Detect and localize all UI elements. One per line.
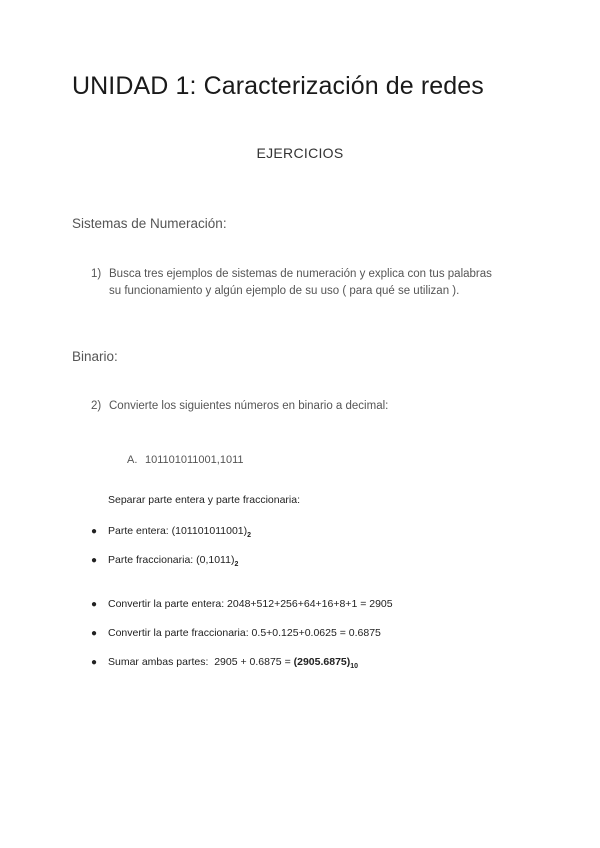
bullet-item <box>91 554 238 568</box>
subitem-value: 101101011001,1011 <box>145 454 244 466</box>
exercise-2-text: Convierte los siguientes números en binario a decimal: <box>109 400 389 412</box>
exercise-2-number: 2) <box>91 400 102 412</box>
bullet-subscript: 10 <box>350 663 359 670</box>
bullet-glyph: ● <box>91 657 98 668</box>
exercise-1-line2: su funcionamiento y algún ejemplo de su uso ( para qué se utilizan ). <box>109 285 460 297</box>
bullet-text: Convertir la parte entera: 2048+512+256+64+16+8+1 = 2905 <box>108 598 393 610</box>
bullet-item <box>91 598 393 610</box>
bullet-glyph: ● <box>91 599 98 610</box>
bullet-subscript: 2 <box>247 532 252 539</box>
bullet-text: Sumar ambas partes: 2905 + 0.6875 = <box>108 656 294 668</box>
bullet-result: (2905.6875) <box>293 656 351 668</box>
bullet-glyph: ● <box>91 526 98 537</box>
exercise-2 <box>91 398 388 415</box>
bullet-item <box>91 525 251 539</box>
exercise-1-line1: Busca tres ejemplos de sistemas de numeración y explica con tus palabras <box>109 268 492 280</box>
exercise-2-subitem-a <box>127 454 244 466</box>
page-subtitle: EJERCICIOS <box>256 145 344 161</box>
bullet-text: Parte entera: (101101011001) <box>108 525 248 537</box>
bullet-glyph: ● <box>91 555 98 566</box>
exercise-1-number: 1) <box>91 268 102 280</box>
exercise-1 <box>91 266 492 300</box>
section-heading-numeracion: Sistemas de Numeración: <box>72 216 227 231</box>
page-title: UNIDAD 1: Caracterización de redes <box>72 72 484 100</box>
subitem-letter: A. <box>127 454 138 466</box>
bullet-item <box>91 627 381 639</box>
bullet-text: Parte fraccionaria: (0,1011) <box>108 554 235 566</box>
bullet-subscript: 2 <box>234 561 239 568</box>
bullet-glyph: ● <box>91 628 98 639</box>
section-heading-binario: Binario: <box>72 349 118 364</box>
bullet-text: Convertir la parte fraccionaria: 0.5+0.125+0.0625 = 0.6875 <box>108 627 381 639</box>
bullet-item <box>91 656 358 670</box>
instruction-note: Separar parte entera y parte fraccionaria: <box>108 494 301 506</box>
